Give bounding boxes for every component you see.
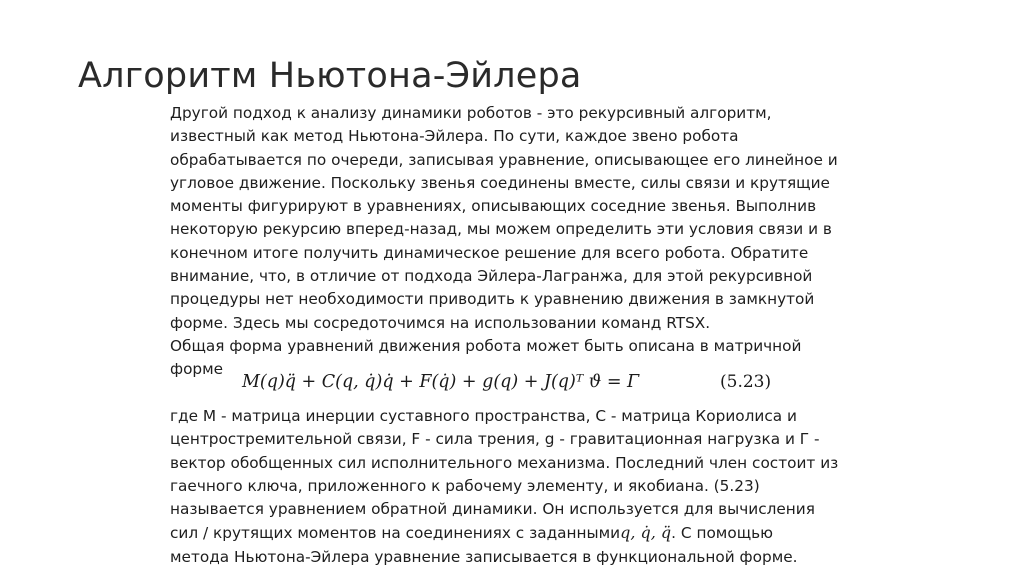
text-line: гаечного ключа, приложенного к рабочему элементу, и якобиана. (5.23)	[170, 476, 760, 495]
inline-variables: q, q̇, q̈	[620, 523, 672, 543]
text-line: метода Ньютона-Эйлера уравнение записывается в функциональной форме.	[170, 547, 798, 566]
text-fragment: сил / крутящих моментов на соединениях с заданными	[170, 524, 621, 543]
text-line: угловое движение. Поскольку звенья соединены вместе, силы связи и крутящие	[170, 173, 830, 192]
text-line: моменты фигурируют в уравнениях, описывающих соседние звенья. Выполнив	[170, 197, 817, 216]
text-line-with-variables	[170, 521, 870, 545]
text-line: форме. Здесь мы сосредоточимся на использовании команд RTSX.	[170, 313, 711, 332]
text-line: вектор обобщенных сил исполнительного механизма. Последний член состоит из	[170, 453, 839, 472]
text-line: где М - матрица инерции суставного пространства, С - матрица Кориолиса и	[170, 407, 797, 425]
text-fragment: . С помощью	[671, 524, 773, 543]
equation-number: (5.23)	[720, 372, 772, 392]
explanation-paragraph	[170, 405, 870, 569]
text-line: форме	[170, 360, 224, 379]
intro-paragraph	[170, 102, 870, 382]
text-line: внимание, что, в отличие от подхода Эйлера-Лагранжа, для этой рекурсивной	[170, 267, 813, 286]
text-line: конечном итоге получить динамическое решение для всего робота. Обратите	[170, 243, 809, 262]
slide-title: Алгоритм Ньютона-Эйлера	[78, 56, 582, 96]
text-line: обрабатывается по очереди, записывая уравнение, описывающее его линейное и	[170, 150, 838, 169]
dynamics-equation: M(q)q̈ + C(q, q̇)q̇ + F(q̇) + g(q) + J(q)ᵀ ϑ = Γ	[242, 372, 640, 392]
text-line: Другой подход к анализу динамики роботов - это рекурсивный алгоритм,	[170, 104, 772, 122]
text-line: известный как метод Ньютона-Эйлера. По сути, каждое звено робота	[170, 127, 739, 146]
text-line: некоторую рекурсию вперед-назад, мы можем определить эти условия связи и в	[170, 220, 832, 239]
text-line: Общая форма уравнений движения робота может быть описана в матричной	[170, 336, 802, 355]
text-line: процедуры нет необходимости приводить к уравнению движения в замкнутой	[170, 290, 815, 309]
text-line: называется уравнением обратной динамики. Он используется для вычисления	[170, 500, 815, 519]
text-line: центростремительной связи, F - сила трения, g - гравитационная нагрузка и Г -	[170, 430, 820, 449]
